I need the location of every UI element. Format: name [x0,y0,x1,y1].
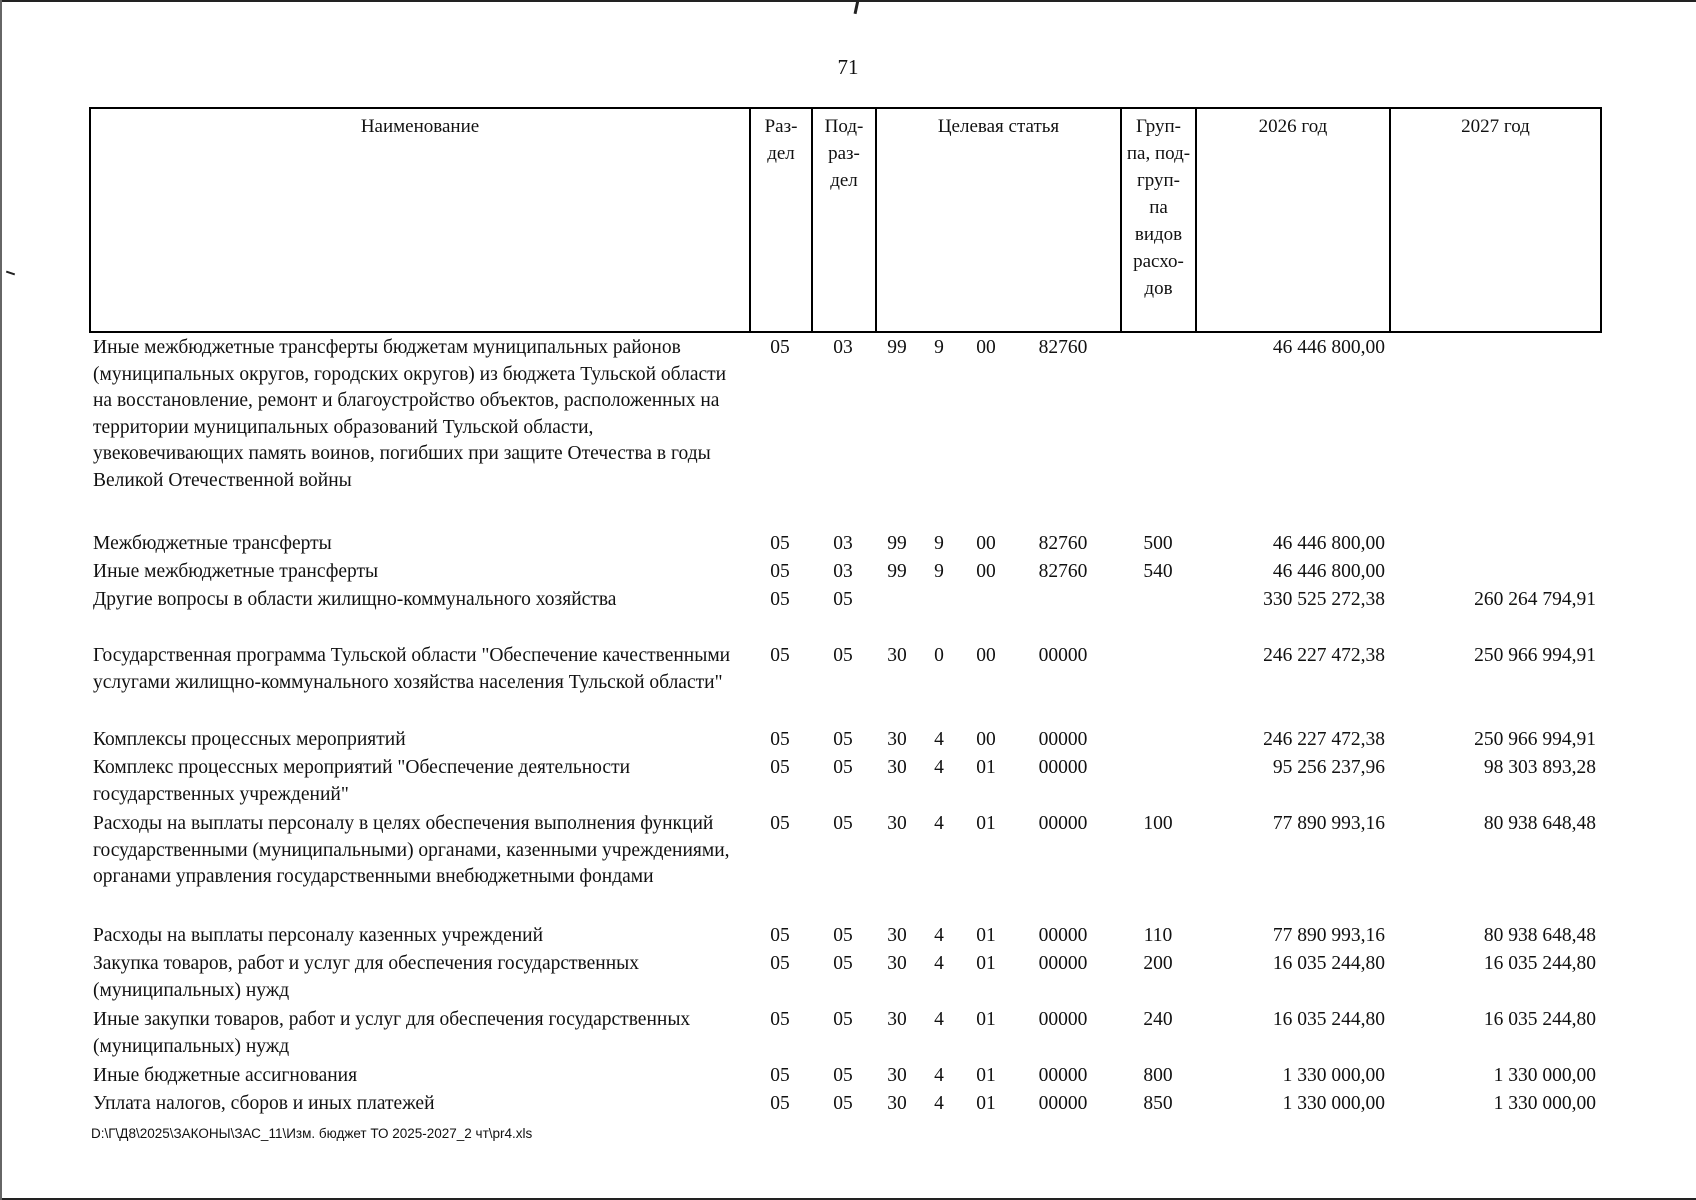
row-target-program: 30 [887,953,907,974]
row-razdel: 05 [770,757,790,778]
row-podrazdel: 05 [833,1093,853,1114]
row-target-direction: 82760 [1038,561,1088,582]
column-header-2027: 2027 год [1461,116,1530,137]
row-amount-2026: 95 256 237,96 [1272,757,1385,778]
row-group: 800 [1143,1065,1173,1086]
row-target-program: 30 [887,729,907,750]
row-amount-2027: 98 303 893,28 [1483,757,1596,778]
row-name: Закупка товаров, работ и услуг для обеспечения государственных (муниципальных) нужд [93,953,640,1001]
row-group: 540 [1143,561,1173,582]
scan-mark-left [6,271,15,276]
row-podrazdel: 05 [833,645,853,666]
row-name: Иные межбюджетные трансферты бюджетам муниципальных районов (муниципальных округов, городских округов) из бюджета Тульской области на восстановление, ремонт и благоустройство объектов, расположенных на территории муниципальных образований Тульской области, увековечивающих память воинов, погибших при защите Отечества в годы Великой Отечественной войны [93,337,727,491]
row-group: 240 [1143,1009,1173,1030]
row-target-direction: 00000 [1038,953,1088,974]
column-header-group: Груп- па, под- груп- па видов расхо- дов [1122,109,1197,331]
row-target-element: 01 [976,813,996,834]
row-podrazdel: 05 [833,757,853,778]
row-target-direction: 00000 [1038,1065,1088,1086]
row-amount-2026: 246 227 472,38 [1263,645,1385,666]
row-razdel: 05 [770,1093,790,1114]
column-header-name: Наименование [91,109,751,331]
row-razdel: 05 [770,561,790,582]
column-header-2026: 2026 год [1197,109,1391,331]
row-amount-2027: 1 330 000,00 [1493,1093,1596,1114]
row-amount-2026: 46 446 800,00 [1272,337,1385,358]
page-top-border [0,0,1696,2]
row-target-direction: 00000 [1038,757,1088,778]
row-podrazdel: 05 [833,1065,853,1086]
row-target-program: 30 [887,757,907,778]
row-target-subprogram: 4 [934,953,944,974]
row-podrazdel: 05 [833,1009,853,1030]
row-razdel: 05 [770,813,790,834]
column-header-podrazdel: Под- раз- дел [813,109,877,331]
row-amount-2026: 16 035 244,80 [1272,1009,1385,1030]
row-group: 850 [1143,1093,1173,1114]
row-target-subprogram: 9 [934,561,944,582]
row-razdel: 05 [770,337,790,358]
row-amount-2026: 16 035 244,80 [1272,953,1385,974]
row-name: Иные бюджетные ассигнования [93,1065,358,1086]
row-amount-2027: 80 938 648,48 [1483,813,1596,834]
row-name: Уплата налогов, сборов и иных платежей [93,1093,435,1114]
row-target-direction: 00000 [1038,813,1088,834]
row-amount-2026: 46 446 800,00 [1272,561,1385,582]
row-target-element: 01 [976,1065,996,1086]
row-amount-2026: 46 446 800,00 [1272,533,1385,554]
row-name: Расходы на выплаты персоналу казенных учреждений [93,925,544,946]
row-amount-2027: 260 264 794,91 [1474,589,1596,610]
row-amount-2026: 246 227 472,38 [1263,729,1385,750]
row-target-element: 00 [976,337,996,358]
row-group: 500 [1143,533,1173,554]
row-target-subprogram: 4 [934,729,944,750]
row-target-element: 01 [976,1093,996,1114]
row-target-subprogram: 4 [934,757,944,778]
row-razdel: 05 [770,729,790,750]
row-target-program: 30 [887,1065,907,1086]
row-target-subprogram: 4 [934,813,944,834]
row-podrazdel: 03 [833,337,853,358]
row-target-subprogram: 0 [934,645,944,666]
row-target-program: 30 [887,645,907,666]
row-group: 110 [1143,925,1173,946]
row-podrazdel: 05 [833,953,853,974]
row-name: Расходы на выплаты персоналу в целях обеспечения выполнения функций государственными (муниципальными) органами, казенными учреждениями, органами управления государственными внебюджетными фондами [93,813,730,887]
row-amount-2027: 250 966 994,91 [1474,729,1596,750]
row-target-subprogram: 9 [934,533,944,554]
row-podrazdel: 03 [833,561,853,582]
row-target-direction: 00000 [1038,1009,1088,1030]
row-target-subprogram: 4 [934,1009,944,1030]
row-amount-2027: 16 035 244,80 [1483,953,1596,974]
row-name: Комплексы процессных мероприятий [93,729,406,750]
row-amount-2026: 1 330 000,00 [1282,1065,1385,1086]
row-razdel: 05 [770,589,790,610]
row-target-element: 00 [976,645,996,666]
row-target-direction: 00000 [1038,925,1088,946]
row-target-element: 01 [976,1009,996,1030]
row-target-element: 01 [976,953,996,974]
row-target-element: 00 [976,533,996,554]
row-name: Государственная программа Тульской области "Обеспечение качественными услугами жилищно-коммунального хозяйства населения Тульской области" [93,645,731,693]
row-amount-2026: 77 890 993,16 [1272,813,1385,834]
row-target-subprogram: 9 [934,337,944,358]
row-name: Иные закупки товаров, работ и услуг для обеспечения государственных (муниципальных) нужд [93,1009,691,1057]
file-path-footer: D:\Г\Д8\2025\ЗАКОНЫ\ЗАС_11\Изм. бюджет ТО 2025-2027_2 чт\pr4.xls [91,1126,533,1141]
page-left-border [0,0,2,1200]
row-group: 200 [1143,953,1173,974]
row-razdel: 05 [770,953,790,974]
page-number: 71 [837,55,859,79]
row-target-program: 99 [887,533,907,554]
column-header-target: Целевая статья [877,109,1122,331]
row-target-subprogram: 4 [934,1065,944,1086]
row-target-program: 30 [887,1009,907,1030]
row-target-element: 00 [976,729,996,750]
row-target-subprogram: 4 [934,1093,944,1114]
row-target-element: 00 [976,561,996,582]
row-razdel: 05 [770,925,790,946]
row-target-element: 01 [976,757,996,778]
row-podrazdel: 05 [833,729,853,750]
row-amount-2026: 1 330 000,00 [1282,1093,1385,1114]
table-header [89,107,1602,333]
row-target-program: 30 [887,925,907,946]
row-target-program: 30 [887,1093,907,1114]
row-target-subprogram: 4 [934,925,944,946]
row-target-direction: 82760 [1038,337,1088,358]
row-razdel: 05 [770,1065,790,1086]
row-razdel: 05 [770,533,790,554]
row-amount-2026: 330 525 272,38 [1263,589,1385,610]
row-target-direction: 00000 [1038,729,1088,750]
row-target-element: 01 [976,925,996,946]
row-name: Межбюджетные трансферты [93,533,332,554]
row-amount-2027: 80 938 648,48 [1483,925,1596,946]
row-name: Другие вопросы в области жилищно-коммунального хозяйства [93,589,617,610]
row-razdel: 05 [770,1009,790,1030]
scan-mark-top [854,0,860,14]
column-header-razdel: Раз- дел [751,109,813,331]
row-group: 100 [1143,813,1173,834]
row-podrazdel: 03 [833,533,853,554]
row-name: Комплекс процессных мероприятий "Обеспечение деятельности государственных учреждений" [93,757,631,805]
row-razdel: 05 [770,645,790,666]
row-target-program: 99 [887,561,907,582]
row-target-program: 30 [887,813,907,834]
row-name: Иные межбюджетные трансферты [93,561,379,582]
row-amount-2027: 1 330 000,00 [1493,1065,1596,1086]
row-amount-2027: 250 966 994,91 [1474,645,1596,666]
row-amount-2027: 16 035 244,80 [1483,1009,1596,1030]
row-target-program: 99 [887,337,907,358]
row-target-direction: 00000 [1038,645,1088,666]
row-podrazdel: 05 [833,813,853,834]
row-amount-2026: 77 890 993,16 [1272,925,1385,946]
row-target-direction: 00000 [1038,1093,1088,1114]
row-podrazdel: 05 [833,925,853,946]
row-target-direction: 82760 [1038,533,1088,554]
row-podrazdel: 05 [833,589,853,610]
